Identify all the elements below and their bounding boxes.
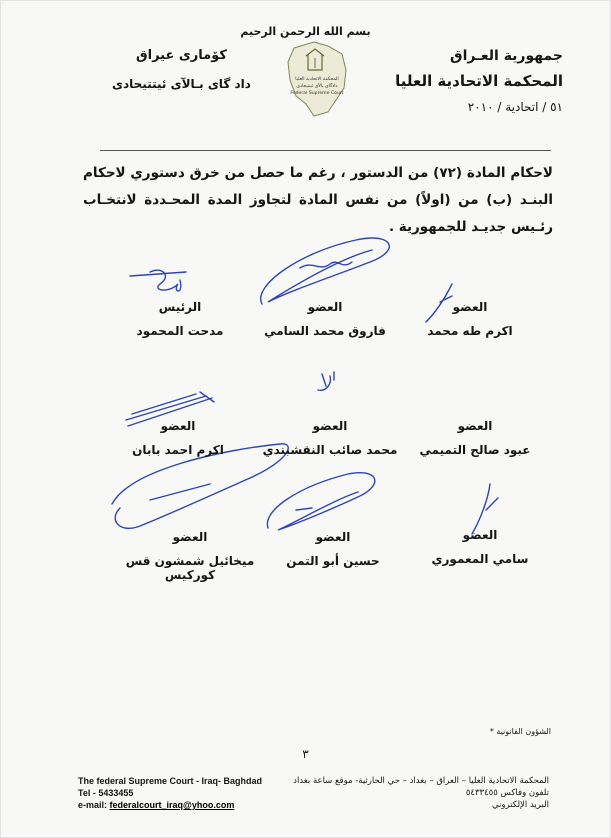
signatory-name: سامي المعموري bbox=[431, 552, 529, 566]
footer-address: The federal Supreme Court - Iraq- Baghdad bbox=[78, 776, 263, 786]
signatory-title: العضو bbox=[462, 528, 498, 542]
signatory-title: العضو bbox=[315, 530, 351, 544]
signatory-title: العضو bbox=[457, 419, 493, 433]
signature-block-member bbox=[255, 419, 405, 457]
republic-line-kurdish: كۆماری عیراق bbox=[135, 48, 227, 63]
signatory-title: العضو bbox=[312, 419, 348, 433]
footer-email-arabic: البريد الإلكتروني bbox=[491, 800, 549, 810]
court-name-kurdish: داد گای بـالآی ئیتتیحادی bbox=[112, 77, 251, 91]
court-header-kurdish bbox=[112, 48, 251, 91]
signatory-name: اكرم احمد بابان bbox=[132, 443, 224, 457]
signatory-name: اكرم طه محمد bbox=[427, 324, 513, 338]
bismillah-heading: بسم الله الرحمن الرحيم bbox=[240, 25, 371, 38]
signatory-title: الرئيس bbox=[158, 300, 202, 314]
footnote: الشؤون القانونية * bbox=[489, 727, 551, 736]
footer-phone-arabic: تلفون وفاكس ٥٤٣٣٤٥٥ bbox=[465, 788, 549, 798]
court-name-line: المحكمة الاتحادية العليا bbox=[395, 72, 563, 90]
signature-block-president bbox=[120, 300, 240, 338]
signatory-name: حسين أبو التمن bbox=[286, 554, 380, 568]
signature-block-member bbox=[410, 419, 540, 457]
footer-english bbox=[78, 775, 262, 811]
header-divider bbox=[100, 150, 551, 151]
logo-line-arabic: المحكمة الاتحادية العليا bbox=[295, 77, 339, 82]
footer-address-arabic: المحكمة الاتحادية العليا – العراق – بغداد – حي الحارثية- موقع ساعة بغداد bbox=[293, 776, 549, 786]
court-logo bbox=[284, 40, 350, 118]
court-header-arabic bbox=[395, 48, 563, 114]
footer-arabic bbox=[293, 775, 549, 811]
signatory-title: العضو bbox=[160, 419, 196, 433]
signatory-name: عبود صالح التميمي bbox=[419, 443, 531, 457]
signatory-name: محمد صائب النقشبندي bbox=[262, 443, 398, 457]
footer-email-row bbox=[78, 799, 262, 811]
footer-phone: Tel - 5433455 bbox=[78, 788, 134, 798]
signatory-title: العضو bbox=[307, 300, 343, 314]
signature-block-member bbox=[420, 528, 540, 566]
page-number: ٣ bbox=[302, 747, 309, 761]
signatory-title: العضو bbox=[452, 300, 488, 314]
signatory-name: فاروق محمد السامي bbox=[264, 324, 386, 338]
ruling-paragraph: لاحكام المادة (٧٢) من الدستور ، رغم ما حصل من خرق دستوري لاحكام البنـد (ب) من (اولاً) من نفس المادة لتجاوز المدة المحـددة لانتخـاب رئـيس جديـد للجمهورية . bbox=[83, 165, 553, 235]
signature-block-member bbox=[110, 530, 270, 582]
signatory-name: مدحت المحمود bbox=[136, 324, 224, 338]
logo-line-kurdish: دادگای بالآی ئیتتیحادی bbox=[296, 84, 338, 89]
email-label: e-mail: bbox=[78, 800, 108, 810]
republic-line: جمهورية العـراق bbox=[450, 48, 563, 64]
logo-line-english: Federal Supreme Court bbox=[290, 91, 344, 96]
signature-block-member bbox=[255, 300, 395, 338]
case-reference: ٥١ / اتحادية / ٢٠١٠ bbox=[467, 100, 563, 114]
signature-block-member bbox=[410, 300, 530, 338]
email-link[interactable]: federalcourt_iraq@yhoo.com bbox=[109, 800, 235, 810]
signatory-title: العضو bbox=[172, 530, 208, 544]
signature-block-member bbox=[118, 419, 238, 457]
signatory-name: ميخائيل شمشون قس كوركيس bbox=[125, 554, 255, 582]
signature-block-member bbox=[278, 530, 388, 568]
